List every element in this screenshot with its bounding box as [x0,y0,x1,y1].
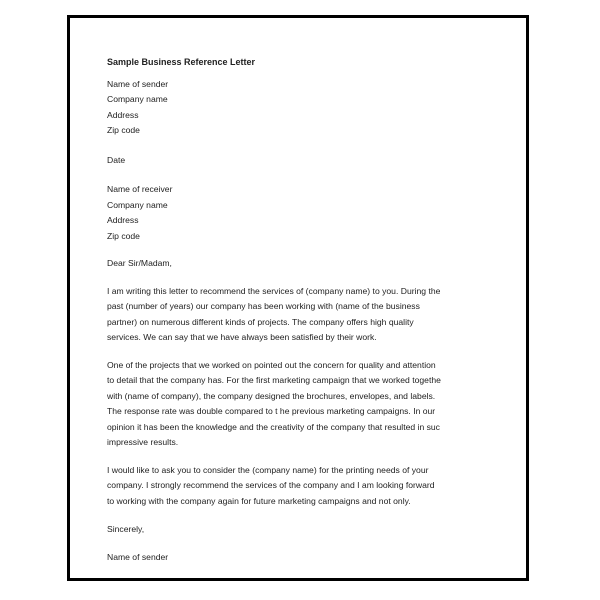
letter-page [67,15,529,581]
sender-company: Company name [107,94,168,104]
receiver-address: Address [107,215,139,225]
salutation-block [107,256,517,272]
letter-content [107,55,517,565]
paragraph-line: The response rate was double compared to t he previous marketing campaigns. In our [107,406,436,416]
receiver-company: Company name [107,199,168,210]
signature-block [107,550,517,566]
receiver-block [107,182,517,244]
paragraph-line: I am writing this letter to recommend the services of (company name) to you. During the [107,285,441,296]
receiver-zip: Zip code [107,230,140,241]
paragraph-line: impressive results. [107,437,179,447]
paragraph-line: One of the projects that we worked on pointed out the concern for quality and attention [107,359,436,370]
letter-date: Date [107,154,126,165]
paragraph-line: partner) on numerous different kinds of projects. The company offers high quality [107,316,414,327]
salutation: Dear Sir/Madam, [107,258,172,268]
paragraph-line: opinion it has been the knowledge and the creativity of the company that resulted in suc [107,421,440,432]
closing: Sincerely, [107,524,145,534]
sender-block [107,77,517,139]
paragraph-3 [107,463,517,510]
signature-name: Name of sender [107,551,169,562]
sender-address: Address [107,109,139,120]
sender-name: Name of sender [107,78,169,89]
paragraph-line: I would like to ask you to consider the (company name) for the printing needs of your [107,464,429,475]
date-block [107,153,517,169]
sender-zip: Zip code [107,125,140,135]
paragraph-line: to detail that the company has. For the first marketing campaign that we worked togethe [107,375,441,385]
letter-title: Sample Business Reference Letter [107,57,256,67]
paragraph-line: company. I strongly recommend the services of the company and I am looking forward [107,480,435,490]
paragraph-line: with (name of company), the company designed the brochures, envelopes, and labels. [107,390,436,401]
paragraph-line: past (number of years) our company has been working with (name of the business [107,301,420,311]
closing-block [107,522,517,538]
paragraph-1 [107,284,517,346]
paragraph-line: to working with the company again for future marketing campaigns and not only. [107,495,411,506]
paragraph-2 [107,358,517,451]
paragraph-line: services. We can say that we have always been satisfied by their work. [107,332,377,342]
receiver-name: Name of receiver [107,184,173,194]
